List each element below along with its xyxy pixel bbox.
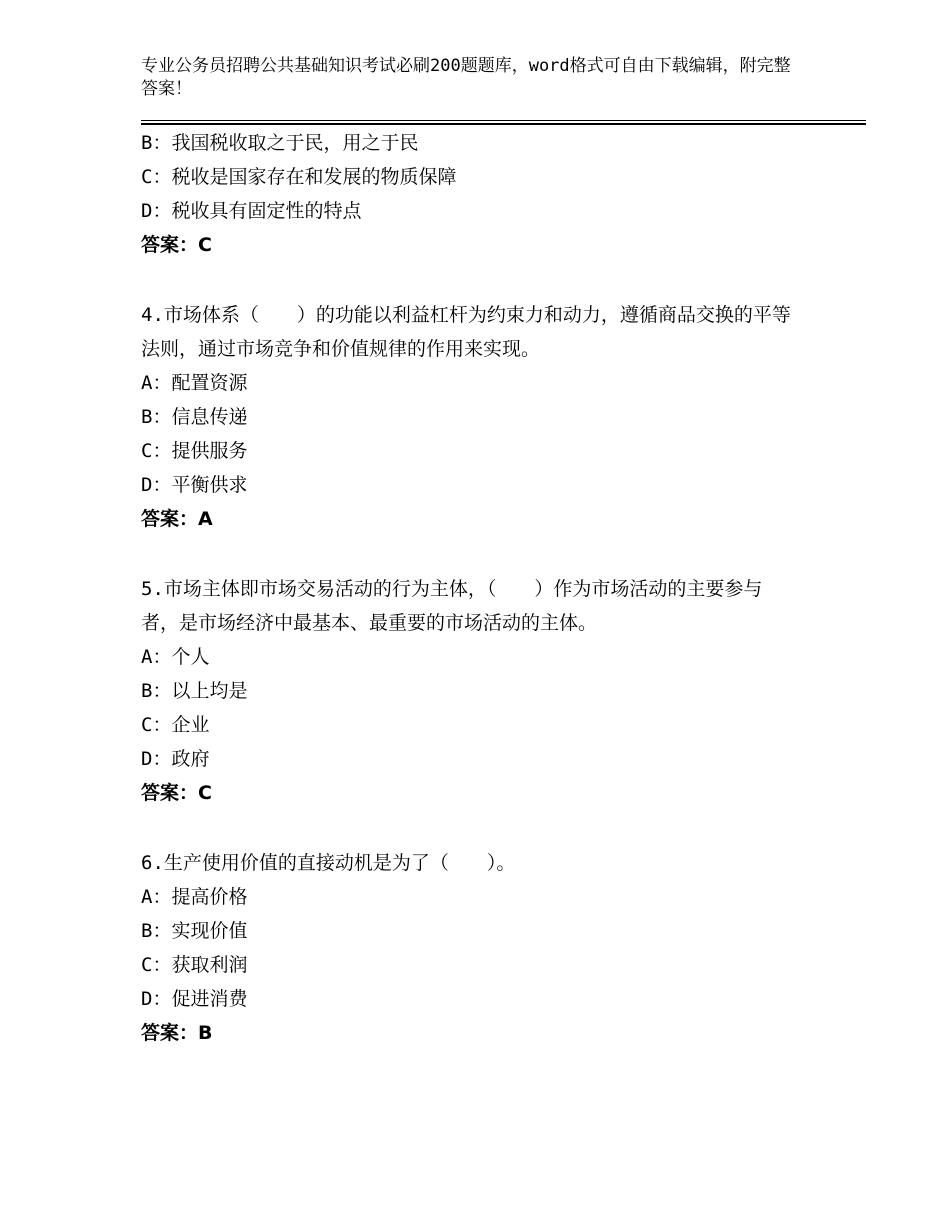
- option-a: A：个人: [141, 646, 210, 668]
- answer-line: 答案：C: [141, 234, 212, 256]
- question-block-3-tail: [141, 126, 801, 262]
- option-b: B：信息传递: [141, 406, 248, 428]
- option-d: D：税收具有固定性的特点: [141, 200, 362, 222]
- question-block-4: [141, 298, 801, 536]
- answer-line: 答案：C: [141, 782, 212, 804]
- option-b: B：我国税收取之于民，用之于民: [141, 132, 419, 154]
- option-b: B：以上均是: [141, 680, 248, 702]
- option-b: B：实现价值: [141, 920, 248, 942]
- spacer: [141, 536, 801, 572]
- question-block-6: [141, 846, 801, 1050]
- question-block-5: [141, 572, 801, 810]
- page-header: [141, 55, 801, 101]
- answer-line: 答案：B: [141, 1022, 213, 1044]
- question-stem: 6.生产使用价值的直接动机是为了（ ）。: [141, 852, 516, 874]
- option-d: D：政府: [141, 748, 210, 770]
- option-c: C：获取利润: [141, 954, 248, 976]
- spacer: [141, 262, 801, 298]
- answer-line: 答案：A: [141, 508, 213, 530]
- header-divider: [141, 120, 866, 125]
- option-c: C：企业: [141, 714, 210, 736]
- document-body: [141, 126, 801, 1050]
- option-a: A：配置资源: [141, 372, 248, 394]
- option-c: C：提供服务: [141, 440, 248, 462]
- option-c: C：税收是国家存在和发展的物质保障: [141, 166, 457, 188]
- header-text: 专业公务员招聘公共基础知识考试必刷200题题库，word格式可自由下载编辑，附完整答案！: [141, 56, 791, 99]
- question-stem: 4.市场体系（ ）的功能以利益杠杆为约束力和动力，遵循商品交换的平等法则，通过市场竞争和价值规律的作用来实现。: [141, 304, 791, 360]
- option-d: D：促进消费: [141, 988, 248, 1010]
- option-d: D：平衡供求: [141, 474, 248, 496]
- spacer: [141, 810, 801, 846]
- option-a: A：提高价格: [141, 886, 248, 908]
- question-stem: 5.市场主体即市场交易活动的行为主体，（ ）作为市场活动的主要参与者，是市场经济中最基本、最重要的市场活动的主体。: [141, 578, 763, 634]
